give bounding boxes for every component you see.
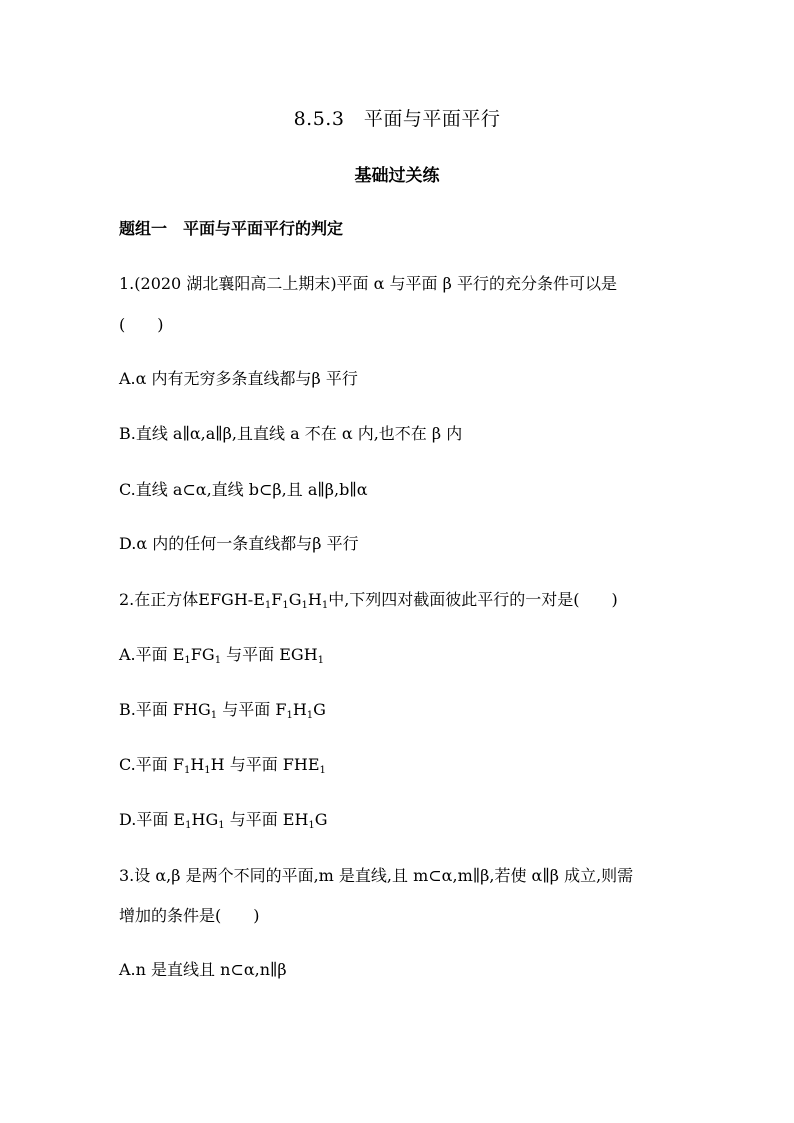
q1-stem-line2: ( ) <box>119 315 164 334</box>
option-text: B.平面 FHG <box>119 700 211 719</box>
q3-stem-line1: 3.设 α,β 是两个不同的平面,m 是直线,且 m⊂α,m∥β,若使 α∥β 成立,则需 <box>119 866 634 885</box>
subscript: 1 <box>319 765 326 776</box>
subscript: 1 <box>210 710 218 721</box>
option-text: G <box>314 810 328 829</box>
q2-stem-suffix: 中,下列四对截面彼此平行的一对是( ) <box>328 590 618 609</box>
option-text: 与平面 EH <box>224 810 309 829</box>
page-title: 8.5.3 平面与平面平行 <box>293 108 501 130</box>
option-text: A.平面 E <box>119 645 185 664</box>
q2-option-a <box>119 643 324 667</box>
section-heading: 题组一 平面与平面平行的判定 <box>119 219 344 238</box>
q1-stem-line1: 1.(2020 湖北襄阳高二上期末)平面 α 与平面 β 平行的充分条件可以是 <box>119 274 617 293</box>
option-text: H <box>190 755 205 774</box>
q1-option-b: B.直线 a∥α,a∥β,且直线 a 不在 α 内,也不在 β 内 <box>119 424 463 443</box>
q2-stem-letter: F <box>271 590 283 609</box>
subscript: 1 <box>308 820 315 831</box>
option-text: D.平面 E <box>119 810 186 829</box>
subscript: 1 <box>306 710 314 721</box>
q2-option-d <box>119 808 328 832</box>
q3-stem-line2: 增加的条件是( ) <box>119 906 260 925</box>
q2-stem <box>119 588 618 612</box>
option-text: C.平面 F <box>119 755 184 774</box>
subscript: 1 <box>204 765 211 776</box>
option-text: H <box>292 700 307 719</box>
option-text: 与平面 EGH <box>221 645 318 664</box>
option-text: 与平面 F <box>217 700 287 719</box>
q3-option-a: A.n 是直线且 n⊂α,n∥β <box>119 960 287 979</box>
subscript: 1 <box>321 600 329 611</box>
q2-stem-letter: G <box>288 590 302 609</box>
q1-option-a: A.α 内有无穷多条直线都与β 平行 <box>119 369 358 388</box>
option-text: FG <box>190 645 215 664</box>
q2-stem-prefix: 2.在正方体EFGH-E <box>119 590 265 609</box>
q1-option-c: C.直线 a⊂α,直线 b⊂β,且 a∥β,b∥α <box>119 480 368 499</box>
subscript: 1 <box>286 710 293 721</box>
subscript: 1 <box>264 600 272 611</box>
subscript: 1 <box>218 820 225 831</box>
option-text: G <box>313 700 326 719</box>
subscript: 1 <box>185 820 192 831</box>
subscript: 1 <box>317 655 325 666</box>
subscript: 1 <box>282 600 289 611</box>
subscript: 1 <box>301 600 308 611</box>
q1-option-d: D.α 内的任何一条直线都与β 平行 <box>119 534 359 553</box>
subscript: 1 <box>184 655 191 666</box>
page-subtitle: 基础过关练 <box>354 166 440 186</box>
option-text: H 与平面 FHE <box>210 755 320 774</box>
option-text: HG <box>191 810 219 829</box>
q2-option-b <box>119 698 326 722</box>
subscript: 1 <box>183 765 191 776</box>
q2-option-c <box>119 753 326 777</box>
subscript: 1 <box>214 655 222 666</box>
q2-stem-letter: H <box>307 590 322 609</box>
